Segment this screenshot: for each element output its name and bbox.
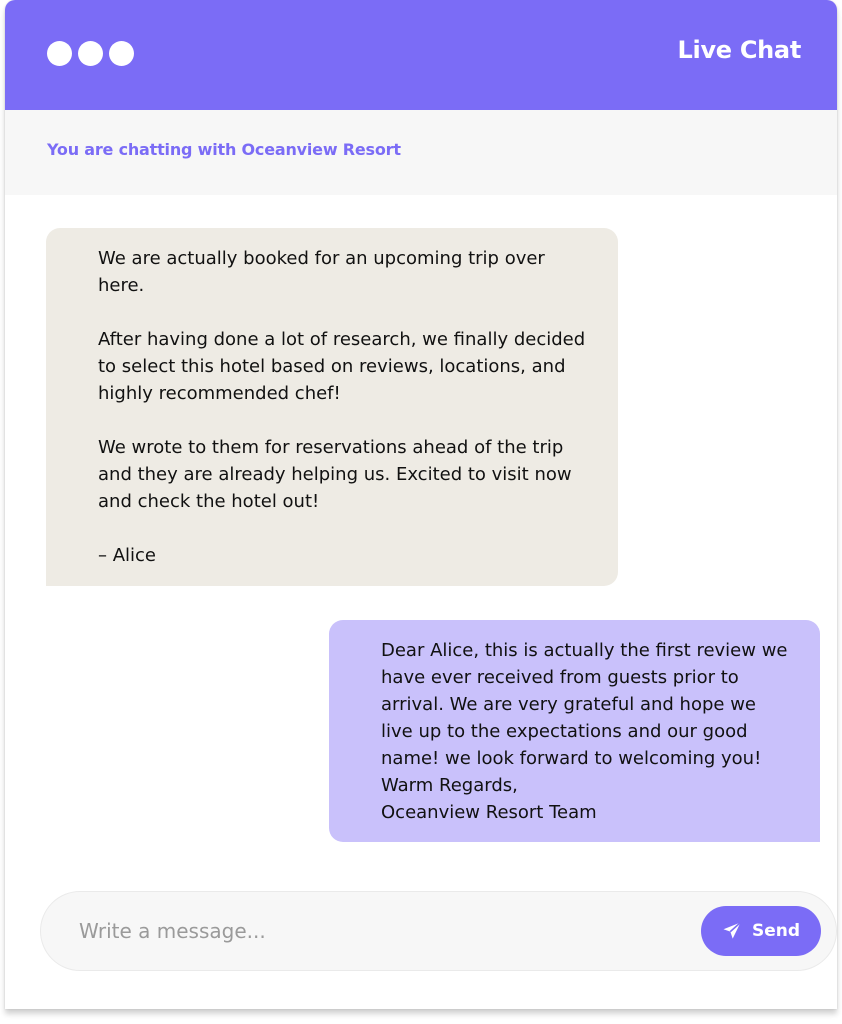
chat-subheader xyxy=(5,110,837,195)
outgoing-message: Dear Alice, this is actually the first review we have ever received from guests prior to arrival. We are very grateful and hope we live up to the expectations and our good name! we look forward to welcoming you! Warm Regards, Oceanview Resort Team xyxy=(329,620,820,842)
send-button-label: Send xyxy=(751,921,801,941)
window-dot-icon[interactable] xyxy=(47,41,72,66)
chat-header xyxy=(5,0,837,110)
chat-window xyxy=(5,0,837,1009)
chat-title: Live Chat xyxy=(677,36,801,64)
message-input[interactable] xyxy=(79,914,639,948)
message-composer xyxy=(40,891,837,971)
chatting-with-label: You are chatting with Oceanview Resort xyxy=(47,140,401,159)
incoming-message: We are actually booked for an upcoming trip over here. After having done a lot of research, we finally decided to select this hotel based on reviews, locations, and highly recommended chef! We wrote to them for reservations ahead of the trip and they are already helping us. Excited to visit now and check the hotel out! – Alice xyxy=(46,228,618,586)
send-button[interactable] xyxy=(701,906,821,956)
paper-plane-icon xyxy=(722,921,742,941)
window-dot-icon[interactable] xyxy=(78,41,103,66)
window-dot-icon[interactable] xyxy=(109,41,134,66)
